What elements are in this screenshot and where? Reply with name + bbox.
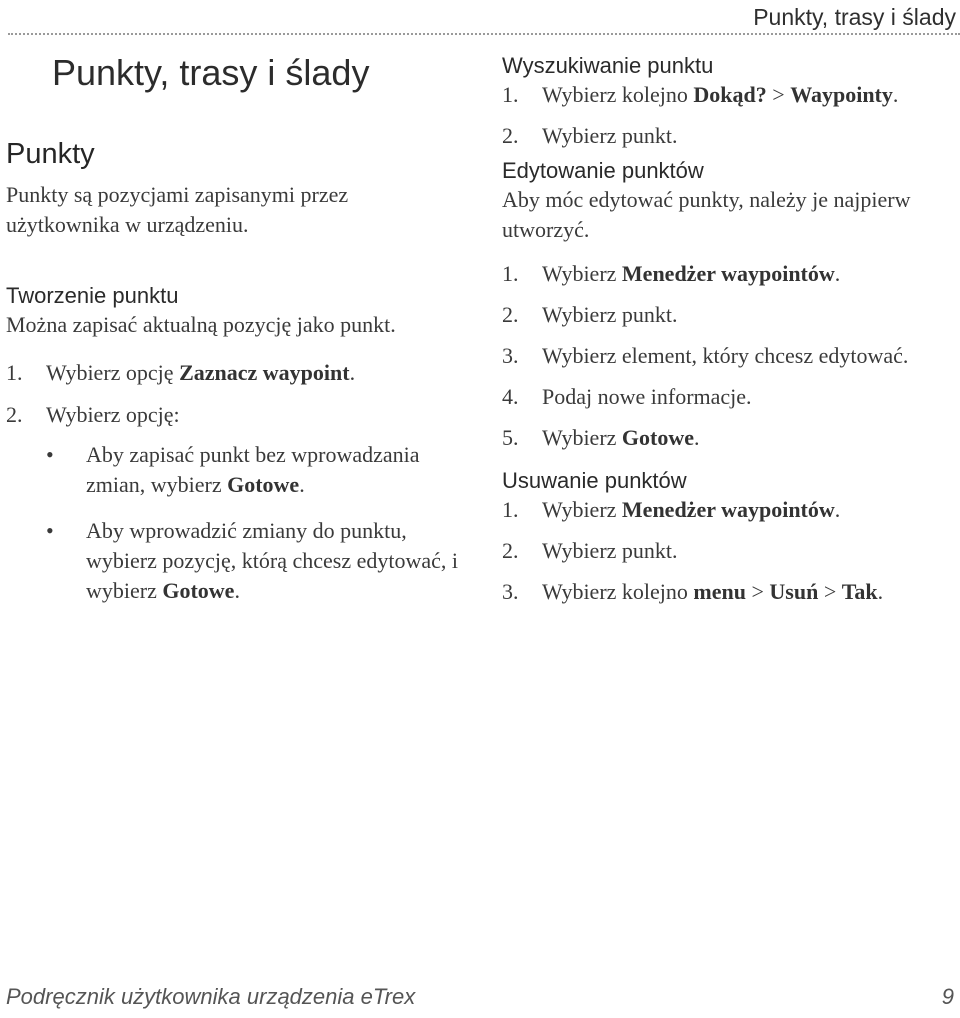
ui-term: Gotowe — [162, 578, 235, 603]
step-number: 2. — [502, 538, 519, 563]
list-item — [502, 536, 957, 566]
step-number: 1. — [502, 261, 519, 286]
list-item — [502, 577, 957, 607]
step-number: 2. — [502, 123, 519, 148]
step-text: Wybierz Menedżer waypointów. — [542, 497, 841, 522]
bullet-mark: • — [46, 518, 54, 543]
ui-term: Menedżer waypointów — [621, 497, 835, 522]
step-number: 2. — [6, 402, 23, 427]
creating-text: Można zapisać aktualną pozycję jako punkt. — [6, 312, 396, 337]
step-text: Wybierz punkt. — [542, 123, 678, 148]
list-item — [502, 121, 957, 151]
right-column — [502, 52, 957, 618]
step-number: 4. — [502, 384, 519, 409]
step-text: Wybierz Gotowe. — [542, 425, 700, 450]
ui-term: Tak — [841, 579, 878, 604]
ui-term: Waypointy — [790, 82, 893, 107]
list-item — [502, 495, 957, 525]
step-number: 1. — [502, 497, 519, 522]
waypoints-intro: Punkty są pozycjami zapisanymi przez użytkownika w urządzeniu. — [6, 182, 349, 237]
step-text: Wybierz opcję: — [46, 402, 180, 427]
step-text: Wybierz opcję Zaznacz waypoint. — [46, 360, 356, 385]
list-item — [502, 382, 957, 412]
creating-steps — [6, 358, 466, 430]
list-item — [46, 516, 466, 606]
edit-steps — [502, 259, 957, 453]
list-item — [46, 440, 466, 500]
step-number: 1. — [6, 360, 23, 385]
ui-term: Menedżer waypointów — [621, 261, 835, 286]
list-item — [6, 400, 466, 430]
list-item — [502, 423, 957, 453]
ui-term: menu — [693, 579, 746, 604]
step-text: Wybierz Menedżer waypointów. — [542, 261, 841, 286]
header-divider — [8, 33, 960, 35]
ui-term: Gotowe — [621, 425, 695, 450]
creating-options — [6, 440, 466, 606]
step-number: 3. — [502, 579, 519, 604]
step-number: 2. — [502, 302, 519, 327]
section-title-waypoints: Punkty — [6, 138, 95, 170]
bullet-text: Aby wprowadzić zmiany do punktu, wybierz pozycję, którą chcesz edytować, i wybierz Gotowe. — [86, 518, 458, 603]
ui-term: Dokąd? — [693, 82, 767, 107]
list-item — [6, 358, 466, 388]
subsection-title-delete: Usuwanie punktów — [502, 468, 687, 493]
page-number: 9 — [941, 984, 954, 1009]
step-number: 5. — [502, 425, 519, 450]
list-item — [502, 300, 957, 330]
chapter-title: Punkty, trasy i ślady — [52, 52, 370, 93]
left-column — [6, 136, 466, 622]
step-number: 1. — [502, 82, 519, 107]
search-steps — [502, 80, 957, 151]
ui-term: Gotowe — [227, 472, 300, 497]
footer-manual-title: Podręcznik użytkownika urządzenia eTrex — [6, 984, 416, 1009]
step-text: Wybierz kolejno Dokąd? > Waypointy. — [542, 82, 899, 107]
ui-term: Usuń — [769, 579, 819, 604]
step-text: Podaj nowe informacje. — [542, 384, 752, 409]
subsection-title-search: Wyszukiwanie punktu — [502, 53, 714, 78]
step-text: Wybierz kolejno menu > Usuń > Tak. — [542, 579, 884, 604]
bullet-mark: • — [46, 442, 54, 467]
subsection-title-edit: Edytowanie punktów — [502, 158, 704, 183]
delete-steps — [502, 495, 957, 607]
running-header: Punkty, trasy i ślady — [753, 4, 956, 30]
ui-term: Zaznacz waypoint — [179, 360, 350, 385]
step-text: Wybierz punkt. — [542, 302, 678, 327]
bullet-text: Aby zapisać punkt bez wprowadzania zmian, wybierz Gotowe. — [86, 442, 420, 497]
step-text: Wybierz punkt. — [542, 538, 678, 563]
step-number: 3. — [502, 343, 519, 368]
list-item — [502, 80, 957, 110]
step-text: Wybierz element, który chcesz edytować. — [542, 343, 909, 368]
list-item — [502, 341, 957, 371]
edit-intro: Aby móc edytować punkty, należy je najpierw utworzyć. — [502, 187, 911, 242]
list-item — [502, 259, 957, 289]
subsection-title-creating: Tworzenie punktu — [6, 283, 179, 308]
